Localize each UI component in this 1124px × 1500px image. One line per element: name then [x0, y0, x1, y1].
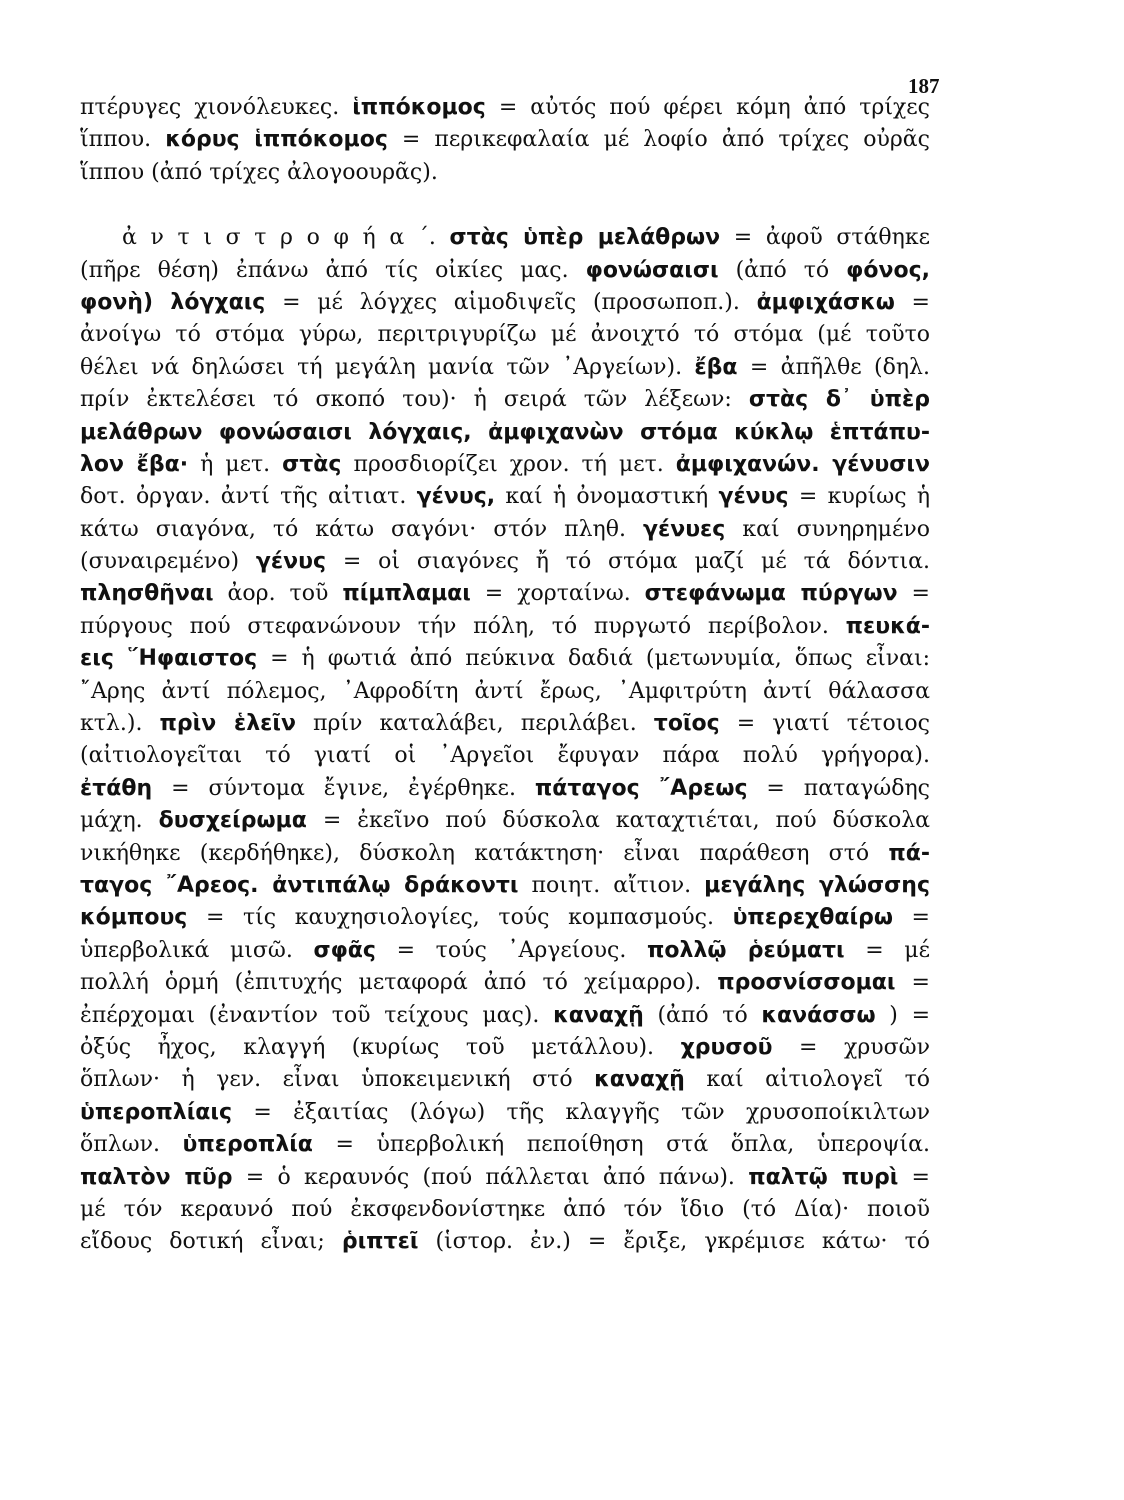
gloss-text: (πῆρε θέση) ἐπάνω ἀπό τίς οἰκίες μας. — [80, 257, 586, 283]
lemma-bold: γένυς — [718, 484, 789, 510]
lemma-bold: τοῖος — [653, 711, 720, 737]
lemma-bold: γένυς — [255, 549, 327, 575]
lemma-bold: πά- — [888, 840, 930, 866]
gloss-text: = ἐξαιτίας (λόγω) τῆς κλαγγῆς τῶν χρυσοποίκιλτων — [232, 1099, 930, 1125]
gloss-text: ὅπλων· ἡ γεν. εἶναι ὑποκειμενική στό — [80, 1067, 595, 1093]
lemma-bold: ἔβα — [694, 354, 738, 380]
gloss-text: (ἀπό τό — [643, 1002, 762, 1028]
lemma-bold: καναχῇ — [553, 1002, 644, 1028]
lemma-bold: μελάθρων φονώσαισι λόγχαις, ἀμφιχανὼν στόμα κύκλῳ ἑπτάπυ- — [80, 419, 930, 445]
text-line — [80, 352, 930, 384]
gloss-text: καί ἡ ὀνομαστική — [495, 484, 719, 510]
lemma-bold: σφᾶς — [313, 937, 376, 963]
gloss-text: = χρυσῶν — [772, 1034, 930, 1060]
commentary-text — [80, 92, 930, 1259]
gloss-text: = ὑπερβολική πεποίθηση στά ὅπλα, ὑπεροψία. — [312, 1132, 930, 1158]
gloss-text: δοτ. ὀργαν. ἀντί τῆς αἰτιατ. — [80, 484, 417, 510]
gloss-text: = — [897, 581, 930, 607]
paragraph-gap — [80, 189, 930, 222]
lemma-bold: στὰς ὑπὲρ μελάθρων — [449, 225, 721, 251]
lemma-bold: εις ῞Ηφαιστος — [80, 646, 258, 672]
text-line — [80, 643, 930, 675]
text-line — [80, 124, 930, 156]
lemma-bold: παλτῷ πυρὶ — [748, 1164, 899, 1190]
lemma-bold: καναχῇ — [594, 1067, 685, 1093]
gloss-text: κάτω σιαγόνα, τό κάτω σαγόνι· στόν πληθ. — [80, 516, 643, 542]
lemma-bold: κόρυς ἱππόκομος — [165, 127, 388, 153]
lemma-bold: γένυες — [642, 516, 726, 542]
gloss-text: πρίν καταλάβει, περιλάβει. — [295, 711, 654, 737]
gloss-text: = ἀπῆλθε (δηλ. — [737, 354, 930, 380]
gloss-text: = γιατί τέτοιος — [719, 711, 930, 737]
gloss-text: ἵππου. — [80, 127, 166, 153]
gloss-text: προσδιορίζει χρον. τή μετ. — [341, 451, 676, 477]
text-line — [80, 384, 930, 416]
lemma-bold: μεγάλης γλώσσης — [704, 872, 930, 898]
gloss-text: ἵππου (ἀπό τρίχες ἀλογοουρᾶς). — [80, 159, 438, 185]
lemma-bold: φόνος, — [846, 257, 930, 283]
gloss-text: = αὐτός πού φέρει κόμη ἀπό τρίχες — [485, 95, 930, 120]
gloss-text: = σύντομα ἔγινε, ἐγέρθηκε. — [152, 775, 535, 801]
gloss-text: καί αἰτιολογεῖ τό — [684, 1067, 930, 1093]
text-line — [80, 1064, 930, 1096]
gloss-text: ὀξύς ἦχος, κλαγγή (κυρίως τοῦ μετάλλου). — [80, 1034, 681, 1060]
text-line — [80, 449, 930, 481]
paragraph — [80, 92, 930, 189]
gloss-text: = μέ λόγχες αἱμοδιψεῖς (προσωποπ.). — [265, 289, 757, 315]
gloss-text: νικήθηκε (κερδήθηκε), δύσκολη κατάκτηση· εἶναι παράθεση στό — [80, 840, 889, 866]
gloss-text: = χορταίνω. — [470, 581, 645, 607]
text-line — [80, 222, 930, 254]
gloss-text: = ἀφοῦ στάθηκε — [720, 225, 930, 251]
text-line — [80, 319, 930, 351]
gloss-text: ἀνοίγω τό στόμα γύρω, περιτριγυρίζω μέ ἀνοιχτό τό στόμα (μέ τοῦτο — [80, 322, 930, 348]
lemma-bold: ἐτάθη — [80, 775, 153, 801]
lemma-bold: πρὶν ἑλεῖν — [159, 711, 296, 737]
lemma-bold: ὑπερεχθαίρω — [732, 905, 893, 931]
gloss-text: ) = — [875, 1002, 930, 1028]
text-line — [80, 1000, 930, 1032]
lemma-bold: στὰς — [282, 451, 342, 477]
lemma-bold: παλτὸν πῦρ — [80, 1164, 233, 1190]
text-line — [80, 708, 930, 740]
gloss-text: = μέ — [844, 937, 930, 963]
text-line — [80, 902, 930, 934]
text-line — [80, 287, 930, 319]
gloss-text: ῎Αρης ἀντί πόλεμος, ᾿Αφροδίτη ἀντί ἔρως, ᾿Αμφιτρύτη ἀντί θάλασσα — [80, 678, 930, 704]
lemma-bold: πίμπλαμαι — [342, 581, 471, 607]
text-line — [80, 1194, 930, 1226]
text-line — [80, 870, 930, 902]
gloss-text: πτέρυγες χιονόλευκες. — [80, 95, 353, 120]
gloss-text: ἡ μετ. — [188, 451, 283, 477]
gloss-text: = — [892, 905, 930, 931]
gloss-text: πολλή ὁρμή (ἐπιτυχής μεταφορά ἀπό τό χείμαρρο). — [80, 970, 718, 996]
text-line — [80, 838, 930, 870]
gloss-text: = — [898, 1164, 930, 1190]
lemma-bold: πάταγος ῎Αρεως — [534, 775, 748, 801]
text-line — [80, 773, 930, 805]
text-line — [80, 740, 930, 772]
gloss-text: ὑπερβολικά μισῶ. — [80, 937, 314, 963]
text-line — [80, 481, 930, 513]
gloss-text: = κυρίως ἡ — [788, 484, 930, 510]
text-line — [80, 935, 930, 967]
lemma-bold: πευκά- — [845, 613, 930, 639]
lemma-bold: κόμπους — [80, 905, 188, 931]
lemma-bold: φονώσαισι — [585, 257, 719, 283]
gloss-text: κτλ.). — [80, 711, 160, 737]
lemma-bold: ταγος ῎Αρεος. ἀντιπάλῳ δράκοντι — [80, 872, 519, 898]
gloss-text: καί συνηρημένο — [725, 516, 930, 542]
lemma-bold: στεφάνωμα πύργων — [644, 581, 898, 607]
lemma-bold: ἱππόκομος — [352, 95, 486, 120]
gloss-text: μέ τόν κεραυνό πού ἐκσφενδονίστηκε ἀπό τόν ἴδιο (τό Δία)· ποιοῦ — [80, 1196, 930, 1222]
text-line — [80, 92, 930, 124]
gloss-text: = ἐκεῖνο πού δύσκολα καταχτιέται, πού δύσκολα — [306, 808, 930, 834]
gloss-text: = — [895, 970, 930, 996]
page-number: 187 — [908, 74, 940, 98]
lemma-bold: ῥιπτεῖ — [341, 1229, 419, 1255]
gloss-text: ὅπλων. — [80, 1132, 183, 1158]
paragraph — [80, 222, 930, 1259]
gloss-text: εἴδους δοτική εἶναι; — [80, 1229, 342, 1255]
text-line — [80, 1226, 930, 1258]
lemma-bold: κανάσσω — [761, 1002, 876, 1028]
text-line — [80, 805, 930, 837]
text-line — [80, 1097, 930, 1129]
lemma-bold: πολλῷ ῥεύματι — [647, 937, 845, 963]
text-line — [80, 1032, 930, 1064]
text-line — [80, 967, 930, 999]
text-line — [80, 417, 930, 449]
gloss-text: = — [894, 289, 930, 315]
lemma-bold: στὰς δ᾿ ὑπὲρ — [748, 387, 930, 413]
text-line — [80, 578, 930, 610]
gloss-text: = περικεφαλαία μέ λοφίο ἀπό τρίχες οὐρᾶς — [387, 127, 930, 153]
gloss-text: μάχη. — [80, 808, 159, 834]
lemma-bold: πλησθῆναι — [80, 581, 214, 607]
gloss-text: = τίς καυχησιολογίες, τούς κομπασμούς. — [187, 905, 733, 931]
lemma-bold: ἀμφιχανών. γένυσιν — [675, 451, 930, 477]
gloss-text: πρίν ἐκτελέσει τό σκοπό του)· ἡ σειρά τῶν λέξεων: — [80, 387, 749, 413]
gloss-text: = παταγώδης — [747, 775, 930, 801]
gloss-text: (συναιρεμένο) — [80, 549, 256, 575]
gloss-text: ἀορ. τοῦ — [213, 581, 343, 607]
gloss-text: = ὁ κεραυνός (πού πάλλεται ἀπό πάνω). — [232, 1164, 749, 1190]
gloss-text: = ἡ φωτιά ἀπό πεύκινα δαδιά (μετωνυμία, ὅπως εἶναι: — [257, 646, 930, 672]
lemma-bold: χρυσοῦ — [680, 1034, 773, 1060]
text-line — [80, 255, 930, 287]
gloss-text: πύργους πού στεφανώνουν τήν πόλη, τό πυργωτό περίβολον. — [80, 613, 846, 639]
gloss-text: ποιητ. αἴτιον. — [518, 872, 705, 898]
text-line — [80, 1162, 930, 1194]
lemma-bold: δυσχείρωμα — [158, 808, 307, 834]
gloss-text: ἐπέρχομαι (ἐναντίον τοῦ τείχους μας). — [80, 1002, 554, 1028]
gloss-text: ἀ ν τ ι σ τ ρ ο φ ή α ΄. — [122, 225, 450, 251]
gloss-text: (αἰτιολογεῖται τό γιατί οἱ ᾿Αργεῖοι ἔφυγαν πάρα πολύ γρήγορα). — [80, 743, 930, 769]
text-line — [80, 676, 930, 708]
text-line — [80, 157, 930, 189]
lemma-bold: ἀμφιχάσκω — [756, 289, 895, 315]
gloss-text: (ἱστορ. ἐν.) = ἔριξε, γκρέμισε κάτω· τό — [418, 1229, 930, 1255]
lemma-bold: γένυς, — [416, 484, 496, 510]
gloss-text: = οἱ σιαγόνες ἤ τό στόμα μαζί μέ τά δόντια. — [326, 549, 930, 575]
text-line — [80, 546, 930, 578]
text-line — [80, 514, 930, 546]
text-line — [80, 611, 930, 643]
gloss-text: θέλει νά δηλώσει τή μεγάλη μανία τῶν ᾿Αργείων). — [80, 354, 695, 380]
text-line — [80, 1129, 930, 1161]
lemma-bold: φονὴ) λόγχαις — [80, 289, 266, 315]
lemma-bold: ὑπεροπλίαις — [80, 1099, 232, 1125]
lemma-bold: ὑπεροπλία — [182, 1132, 313, 1158]
gloss-text: = τούς ᾿Αργείους. — [375, 937, 648, 963]
lemma-bold: λον ἔβα· — [80, 451, 189, 477]
gloss-text: (ἀπό τό — [718, 257, 847, 283]
lemma-bold: προσνίσσομαι — [717, 970, 896, 996]
